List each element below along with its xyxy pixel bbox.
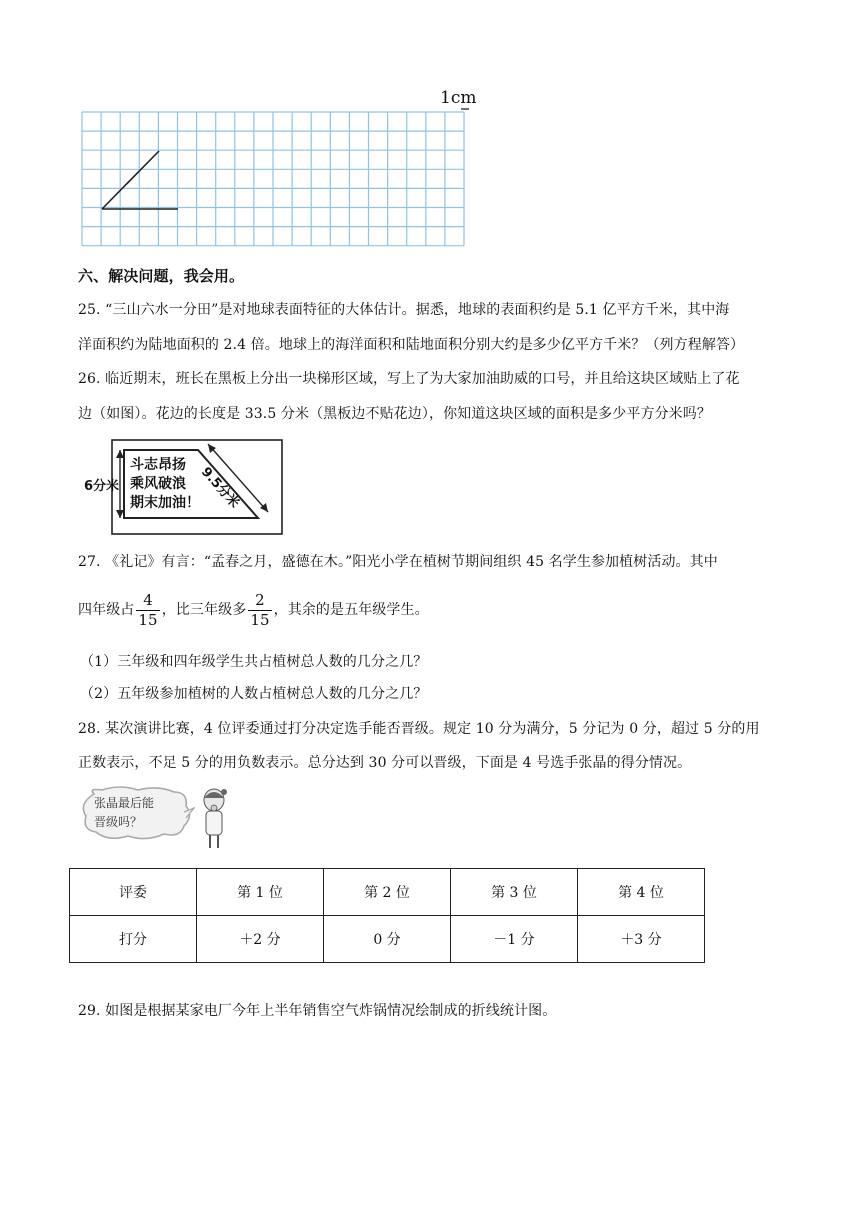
fraction-2-15: $\frac{2}{15}$ [250, 590, 270, 629]
table-cell: 0 分 [324, 916, 451, 963]
table-cell: 第 2 位 [324, 869, 451, 916]
table-cell: －1 分 [451, 916, 578, 963]
table-cell: 第 1 位 [197, 869, 324, 916]
section-title: 六、解决问题，我会用。 [78, 267, 245, 285]
angle-ray-2 [102, 151, 159, 209]
q25-line2: 洋面积约为陆地面积的 2.4 倍。地球上的海洋面积和陆地面积分别大约是多少亿平方千米？（列方程解答） [78, 337, 745, 353]
q25-line1: 25. “三山六水一分田”是对地球表面特征的大体估计。据悉，地球的表面积约是 5.1 亿平方千米，其中海 [78, 302, 730, 318]
q27-sub1: （1）三年级和四年级学生共占植树总人数的几分之几？ [80, 654, 428, 670]
table-cell: 评委 [70, 869, 197, 916]
slogan-line-1: 斗志昂扬 [130, 457, 186, 473]
girl-illustration [196, 786, 232, 852]
table-cell: ＋2 分 [197, 916, 324, 963]
slogan [130, 456, 200, 513]
grid-figure [80, 88, 475, 250]
bubble-line-1: 张晶最后能 [94, 796, 155, 810]
q29-line1: 29. 如图是根据某家电厂今年上半年销售空气炸锅情况绘制成的折线统计图。 [78, 1003, 557, 1019]
q27-text-b: ，比三年级多 [161, 602, 247, 618]
slogan-line-3: 期末加油！ [130, 495, 200, 511]
table-cell: 第 4 位 [578, 869, 705, 916]
q27-line1: 27. 《礼记》有言：“孟春之月，盛德在木。”阳光小学在植树节期间组织 45 名学生参加植树活动。其中 [78, 554, 718, 570]
speech-bubble [80, 786, 195, 842]
slogan-line-2: 乘风破浪 [130, 476, 186, 492]
score-table [69, 868, 705, 963]
q26-line2: 边（如图）。花边的长度是 33.5 分米（黑板边不贴花边），你知道这块区域的面积是多少平方分米吗？ [78, 406, 711, 422]
table-cell: ＋3 分 [578, 916, 705, 963]
table-row [70, 916, 705, 963]
square-grid [80, 88, 475, 250]
height-label: 6分米 [84, 479, 120, 494]
table-cell: 打分 [70, 916, 197, 963]
scale-label: 1cm [440, 88, 477, 108]
q28-line2: 正数表示，不足 5 分的用负数表示。总分达到 30 分可以晋级，下面是 4 号选手张晶的得分情况。 [78, 755, 692, 771]
q27-text-a: 四年级占 [78, 602, 135, 618]
trapezoid-figure [80, 438, 285, 538]
bubble-line-2: 晋级吗？ [94, 815, 143, 829]
table-header-row [70, 869, 705, 916]
table-cell: 第 3 位 [451, 869, 578, 916]
q27-text-c: ，其余的是五年级学生。 [273, 602, 429, 618]
q27-line2 [78, 590, 429, 630]
q28-line1: 28. 某次演讲比赛，4 位评委通过打分决定选手能否晋级。规定 10 分为满分，5 分记为 0 分，超过 5 分的用 [78, 721, 760, 737]
q26-line1: 26. 临近期末，班长在黑板上分出一块梯形区域，写上了为大家加油助威的口号，并且给这块区域贴上了花 [78, 371, 740, 387]
fraction-4-15: $\frac{4}{15}$ [138, 590, 158, 629]
slant-label: 9.5分米 [197, 464, 242, 512]
q27-sub2: （2）五年级参加植树的人数占植树总人数的几分之几？ [80, 686, 428, 702]
